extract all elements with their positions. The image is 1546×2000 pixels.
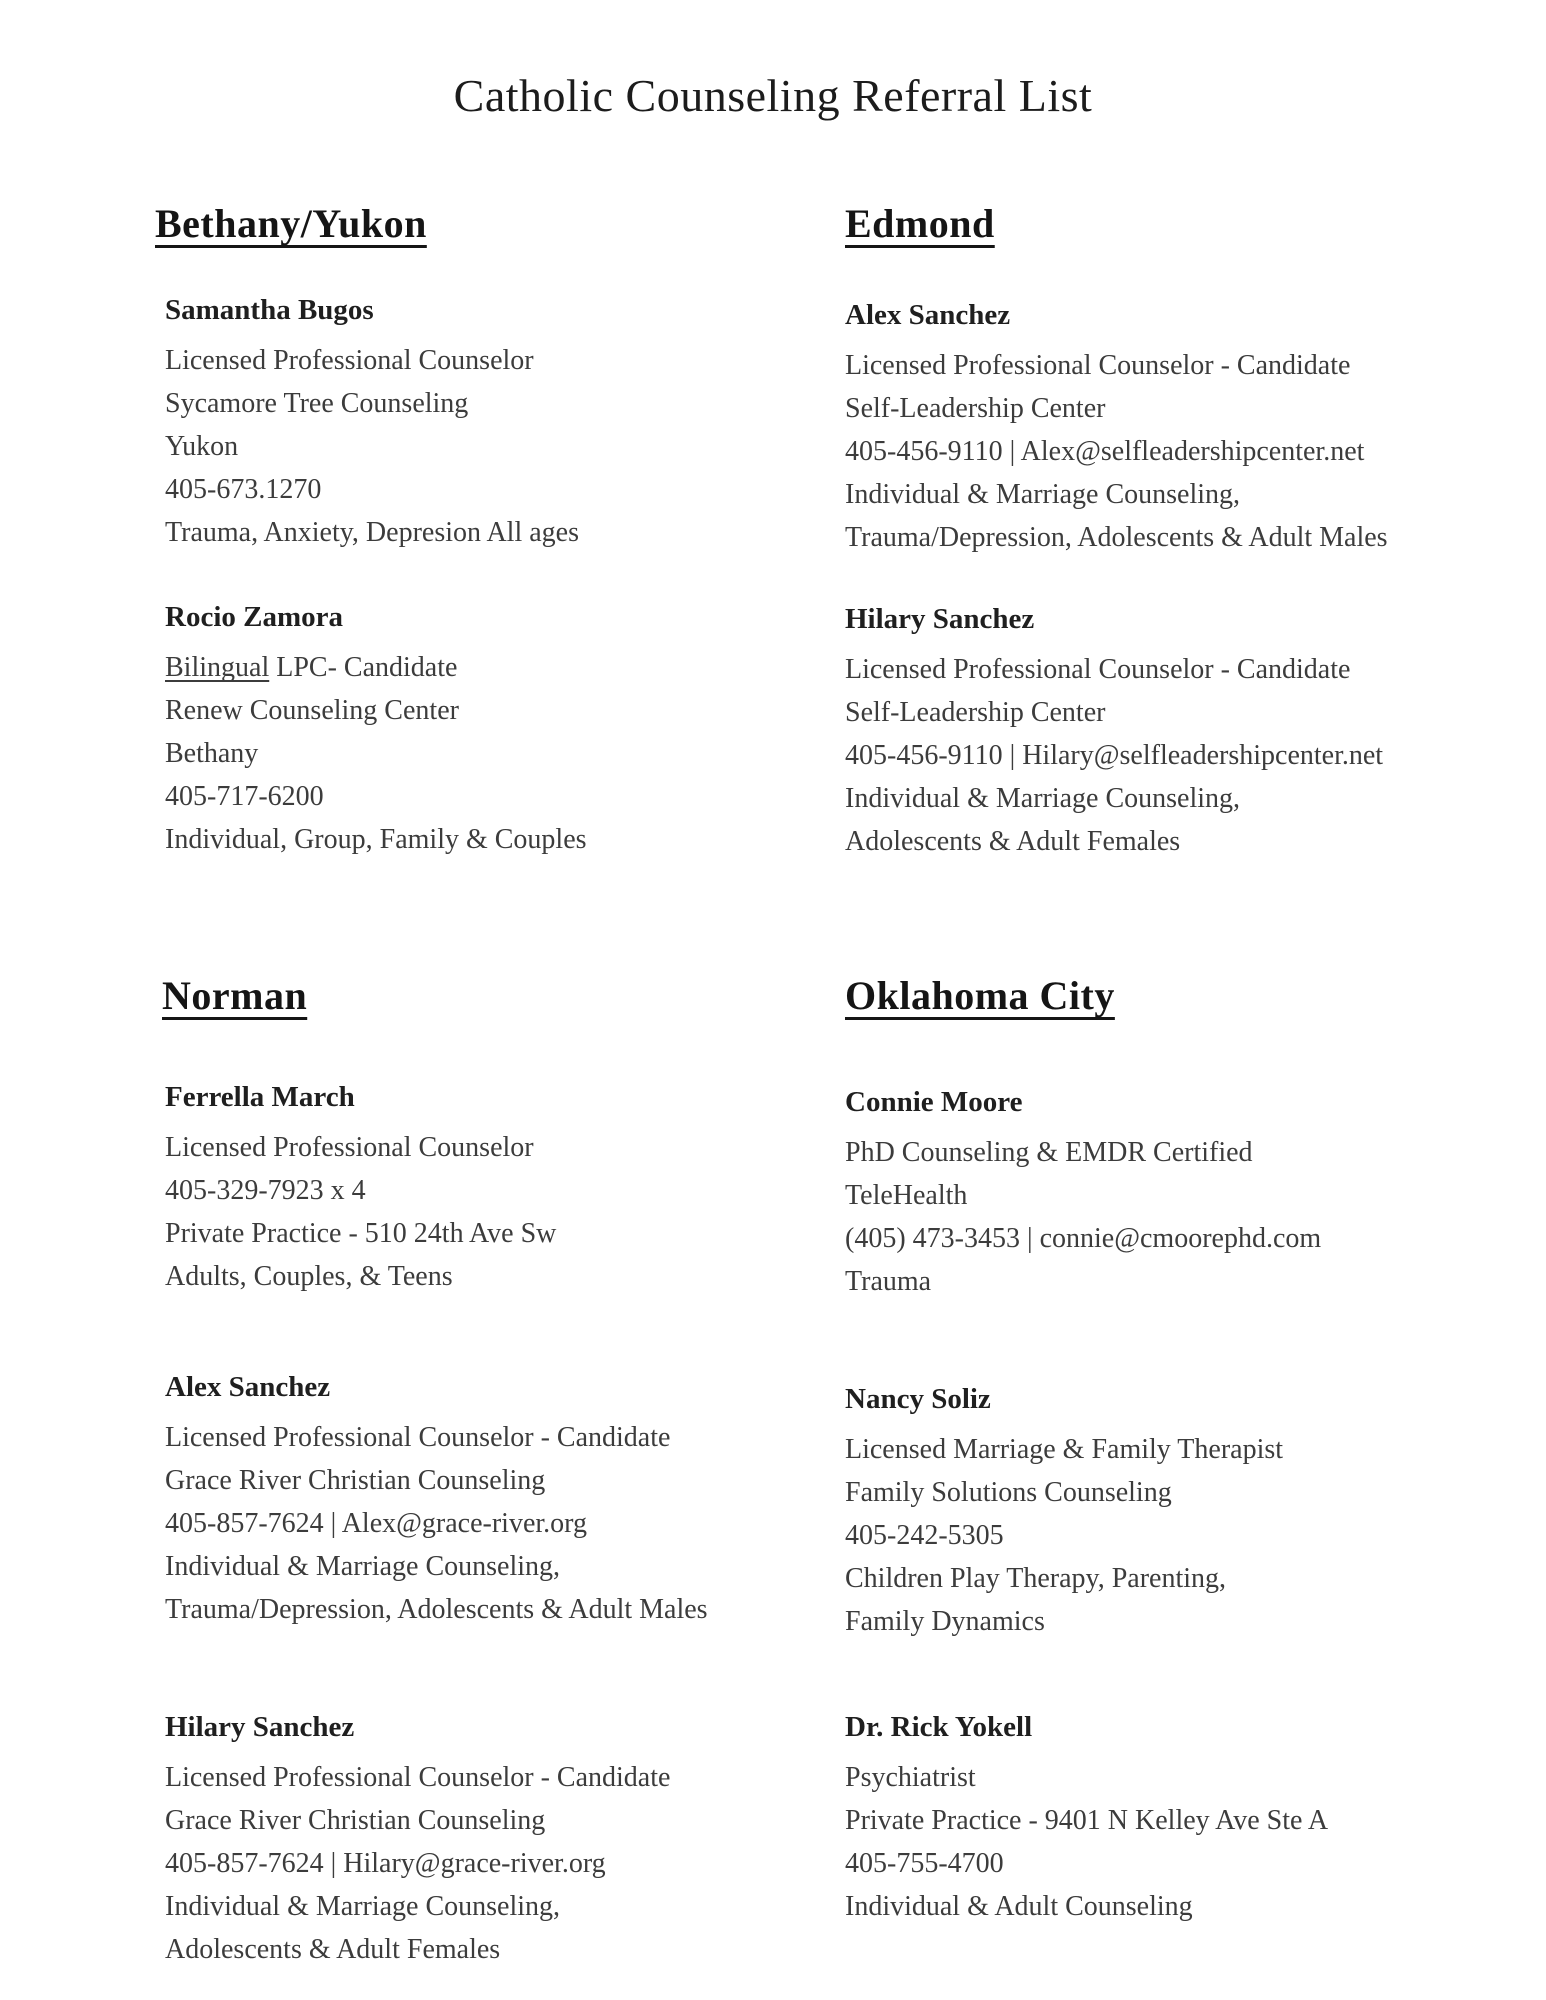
entry-name: Alex Sanchez bbox=[845, 299, 1011, 331]
entry-line: 405-857-7624 | Alex@grace-river.org bbox=[165, 1508, 587, 1539]
entry-line: Trauma/Depression, Adolescents & Adult Males bbox=[845, 522, 1388, 553]
credential-rest: LPC- Candidate bbox=[269, 652, 458, 683]
entry-line: Adults, Couples, & Teens bbox=[165, 1261, 453, 1292]
underlined-word: Bilingual bbox=[165, 652, 270, 683]
entry-line: 405-673.1270 bbox=[165, 474, 322, 505]
entry-line: Licensed Professional Counselor - Candidate bbox=[845, 654, 1351, 685]
entry-line: Individual & Marriage Counseling, bbox=[165, 1551, 561, 1582]
entry-line: 405-717-6200 bbox=[165, 781, 324, 812]
section-heading-norman: Norman bbox=[162, 973, 308, 1018]
entry-line: Self-Leadership Center bbox=[845, 393, 1106, 424]
entry-hilary-sanchez-norman bbox=[165, 1705, 825, 1971]
entry-alex-sanchez-edmond bbox=[845, 293, 1505, 559]
section-heading-oklahoma-city: Oklahoma City bbox=[845, 973, 1115, 1018]
entry-ferrella-march bbox=[165, 1075, 825, 1298]
entry-line: Trauma bbox=[845, 1266, 932, 1297]
entry-line: Individual & Marriage Counseling, bbox=[845, 479, 1241, 510]
entry-line: Trauma, Anxiety, Depresion All ages bbox=[165, 517, 579, 548]
entry-name: Hilary Sanchez bbox=[845, 603, 1035, 635]
entry-hilary-sanchez-edmond bbox=[845, 597, 1505, 863]
entry-line: 405-456-9110 | Alex@selfleadershipcenter.net bbox=[845, 436, 1365, 467]
entry-line: Private Practice - 9401 N Kelley Ave Ste A bbox=[845, 1805, 1329, 1836]
entry-samantha-bugos bbox=[165, 288, 825, 554]
entry-line: Individual, Group, Family & Couples bbox=[165, 824, 587, 855]
entry-line: TeleHealth bbox=[845, 1180, 968, 1211]
entry-connie-moore bbox=[845, 1080, 1505, 1303]
entry-line: Licensed Professional Counselor bbox=[165, 345, 534, 376]
entry-line: Licensed Professional Counselor bbox=[165, 1132, 534, 1163]
entry-line: Self-Leadership Center bbox=[845, 697, 1106, 728]
entry-line: 405-242-5305 bbox=[845, 1520, 1004, 1551]
entry-name: Samantha Bugos bbox=[165, 294, 374, 326]
entry-line: (405) 473-3453 | connie@cmoorephd.com bbox=[845, 1223, 1322, 1254]
entry-nancy-soliz bbox=[845, 1377, 1505, 1643]
entry-line: Licensed Professional Counselor - Candidate bbox=[845, 350, 1351, 381]
entry-line: Licensed Professional Counselor - Candidate bbox=[165, 1762, 671, 1793]
entry-line: 405-329-7923 x 4 bbox=[165, 1175, 366, 1206]
entry-line: Yukon bbox=[165, 431, 239, 462]
entry-rocio-zamora bbox=[165, 595, 825, 861]
entry-line bbox=[165, 646, 825, 689]
entry-name: Dr. Rick Yokell bbox=[845, 1711, 1033, 1743]
entry-name: Nancy Soliz bbox=[845, 1383, 991, 1415]
entry-line: Bethany bbox=[165, 738, 259, 769]
entry-line: Adolescents & Adult Females bbox=[165, 1934, 501, 1965]
entry-line: Renew Counseling Center bbox=[165, 695, 459, 726]
entry-line: Licensed Marriage & Family Therapist bbox=[845, 1434, 1284, 1465]
entry-line: Adolescents & Adult Females bbox=[845, 826, 1181, 857]
entry-name: Alex Sanchez bbox=[165, 1371, 331, 1403]
section-heading-bethany-yukon: Bethany/Yukon bbox=[155, 201, 427, 246]
entry-name: Hilary Sanchez bbox=[165, 1711, 355, 1743]
entry-line: Psychiatrist bbox=[845, 1762, 976, 1793]
section-heading-edmond: Edmond bbox=[845, 201, 995, 246]
entry-line: Individual & Marriage Counseling, bbox=[165, 1891, 561, 1922]
entry-line: 405-456-9110 | Hilary@selfleadershipcenter.net bbox=[845, 740, 1384, 771]
entry-line: Individual & Adult Counseling bbox=[845, 1891, 1193, 1922]
entry-line: Individual & Marriage Counseling, bbox=[845, 783, 1241, 814]
entry-line: Sycamore Tree Counseling bbox=[165, 388, 469, 419]
entry-line: Trauma/Depression, Adolescents & Adult Males bbox=[165, 1594, 708, 1625]
entry-line: 405-857-7624 | Hilary@grace-river.org bbox=[165, 1848, 606, 1879]
entry-line: Family Solutions Counseling bbox=[845, 1477, 1172, 1508]
entry-line: Children Play Therapy, Parenting, bbox=[845, 1563, 1227, 1594]
entry-line: PhD Counseling & EMDR Certified bbox=[845, 1137, 1253, 1168]
entry-line: Family Dynamics bbox=[845, 1606, 1045, 1637]
entry-name: Connie Moore bbox=[845, 1086, 1023, 1118]
entry-line: Private Practice - 510 24th Ave Sw bbox=[165, 1218, 557, 1249]
entry-name: Ferrella March bbox=[165, 1081, 355, 1113]
entry-line: 405-755-4700 bbox=[845, 1848, 1004, 1879]
entry-rick-yokell bbox=[845, 1705, 1505, 1928]
page-title: Catholic Counseling Referral List bbox=[453, 69, 1093, 121]
entry-line: Grace River Christian Counseling bbox=[165, 1465, 546, 1496]
entry-line: Grace River Christian Counseling bbox=[165, 1805, 546, 1836]
entry-alex-sanchez-norman bbox=[165, 1365, 825, 1631]
entry-line: Licensed Professional Counselor - Candidate bbox=[165, 1422, 671, 1453]
entry-name: Rocio Zamora bbox=[165, 601, 343, 633]
